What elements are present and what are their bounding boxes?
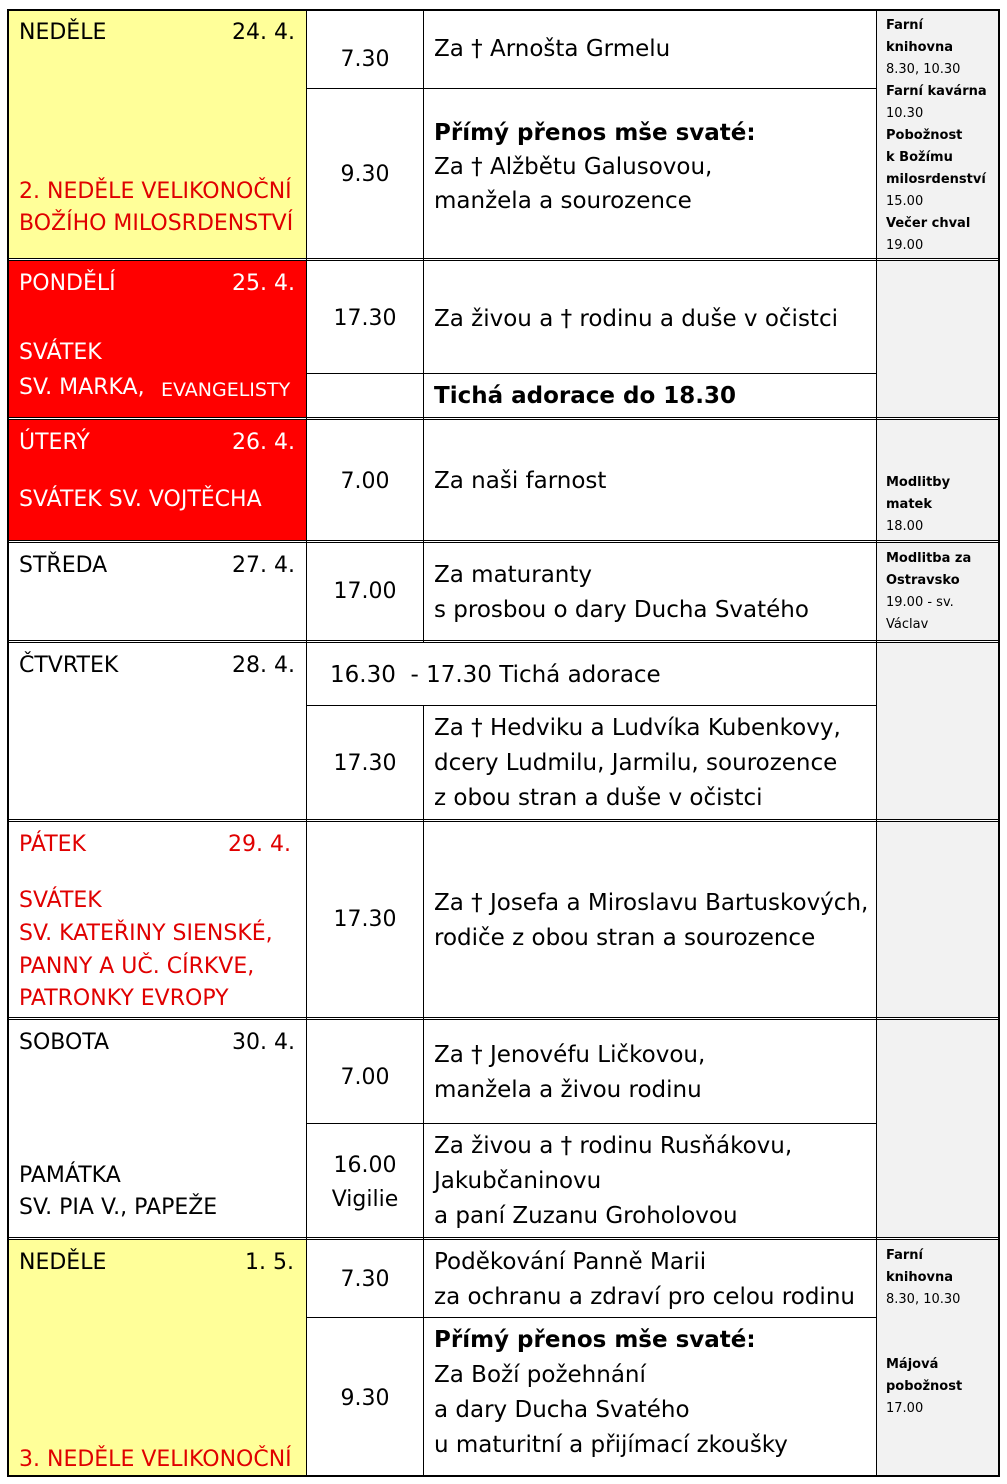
day-sep-6b: [7, 1019, 1000, 1020]
feast-line: SVÁTEK: [19, 888, 102, 913]
mass-time-note: Vigilie: [331, 1187, 399, 1212]
side-note: Modlitba za: [886, 551, 972, 566]
side-note: Pobožnost: [886, 128, 963, 143]
day-sep-7b: [7, 1239, 1000, 1240]
day-name: ČTVRTEK: [19, 653, 119, 678]
mass-intention: Za † Alžbětu Galusovou,: [434, 154, 713, 180]
side-note: 8.30, 10.30: [886, 1292, 961, 1307]
feast-line: SVÁTEK: [19, 340, 102, 365]
side-note: Ostravsko: [886, 573, 960, 588]
mass-intention: dcery Ludmilu, Jarmilu, sourozence: [434, 750, 838, 776]
day-sep-1a: [7, 258, 1000, 259]
day-sep-4a: [7, 640, 1000, 641]
side-note: Májová: [886, 1357, 939, 1372]
day-sep-2b: [7, 419, 1000, 420]
mass-intention: Za † Arnošta Grmelu: [434, 36, 671, 62]
day-sep-3b: [7, 542, 1000, 543]
day-sep-3a: [7, 540, 1000, 541]
feast-line: BOŽÍHO MILOSRDENSTVÍ: [19, 211, 294, 236]
day-sep-5a: [7, 819, 1000, 820]
feast-line: PAMÁTKA: [19, 1163, 121, 1188]
mass-time: 16.00: [333, 1153, 397, 1178]
mass-intention: za ochranu a zdraví pro celou rodinu: [434, 1284, 855, 1310]
broadcast-heading: Přímý přenos mše svaté:: [434, 1327, 756, 1353]
broadcast-heading: Přímý přenos mše svaté:: [434, 120, 756, 146]
mass-time: 17.30: [333, 306, 397, 331]
day-date: 26. 4.: [232, 430, 295, 455]
side-note: milosrdenství: [886, 172, 986, 187]
side-note: Modlitby: [886, 475, 951, 490]
mass-time: 7.00: [340, 469, 390, 494]
day-date: 25. 4.: [232, 271, 295, 296]
side-note: 8.30, 10.30: [886, 62, 961, 77]
side-note: knihovna: [886, 40, 954, 55]
mass-intention: Za † Jenovéfu Ličkovou,: [434, 1042, 706, 1068]
adoration-note: 16.30 - 17.30 Tichá adorace: [330, 662, 661, 688]
mass-time: 17.00: [333, 579, 397, 604]
border-top: [7, 9, 1000, 11]
day-name: NEDĚLE: [19, 20, 107, 45]
mass-intention: rodiče z obou stran a sourozence: [434, 925, 816, 951]
day-sep-2a: [7, 417, 1000, 418]
day-sep-5b: [7, 821, 1000, 822]
col-divider-3: [876, 9, 877, 1477]
day-name: PÁTEK: [19, 832, 86, 857]
side-note: 10.30: [886, 106, 924, 121]
feast-line: PATRONKY EVROPY: [19, 986, 229, 1011]
mass-time: 9.30: [340, 162, 390, 187]
side-note: Farní kavárna: [886, 84, 987, 99]
row-sep-sun1: [306, 88, 876, 89]
mass-intention: Za naši farnost: [434, 468, 607, 494]
side-note: 19.00 - sv.: [886, 595, 954, 610]
border-bottom: [7, 1475, 1000, 1477]
mass-intention: manžela a živou rodinu: [434, 1077, 702, 1103]
mass-time: 7.00: [340, 1065, 390, 1090]
side-note: Farní: [886, 18, 924, 33]
side-cell-bg-6: [877, 822, 998, 1017]
day-date: 29. 4.: [228, 832, 291, 857]
mass-time: 7.30: [340, 1267, 390, 1292]
side-cell-bg-5: [877, 643, 998, 819]
mass-intention: Za maturanty: [434, 562, 593, 588]
mass-intention: Za † Hedviku a Ludvíka Kubenkovy,: [434, 715, 841, 741]
feast-line: SV. MARKA,: [19, 375, 145, 400]
feast-line: PANNY A UČ. CÍRKVE,: [19, 954, 255, 979]
side-cell-bg-2: [877, 261, 998, 417]
mass-intention: Jakubčaninovu: [434, 1168, 602, 1194]
border-right: [998, 9, 1000, 1477]
day-date: 28. 4.: [232, 653, 295, 678]
mass-intention: manžela a sourozence: [434, 188, 692, 214]
border-left: [7, 9, 9, 1477]
row-sep-mon: [306, 373, 876, 374]
side-note: Václav: [886, 617, 929, 632]
day-date: 24. 4.: [232, 20, 295, 45]
side-note: knihovna: [886, 1270, 954, 1285]
side-note: k Božímu: [886, 150, 953, 165]
day-cell-bg-sun2: [9, 1240, 306, 1475]
day-name: PONDĚLÍ: [19, 271, 116, 296]
day-sep-1b: [7, 260, 1000, 261]
col-divider-2a: [423, 9, 424, 643]
day-name: NEDĚLE: [19, 1250, 107, 1275]
side-note: 15.00: [886, 194, 924, 209]
col-divider-1: [306, 9, 307, 1477]
adoration-note: Tichá adorace do 18.30: [434, 383, 737, 409]
mass-time: 7.30: [340, 47, 390, 72]
mass-intention: a dary Ducha Svatého: [434, 1397, 690, 1423]
mass-intention: a paní Zuzanu Groholovou: [434, 1203, 738, 1229]
side-cell-bg-7: [877, 1020, 998, 1237]
row-sep-sat: [306, 1123, 876, 1124]
side-note: matek: [886, 497, 932, 512]
feast-line: 2. NEDĚLE VELIKONOČNÍ: [19, 179, 292, 204]
day-name: STŘEDA: [19, 553, 108, 578]
side-note: Farní: [886, 1248, 924, 1263]
feast-line: SVÁTEK SV. VOJTĚCHA: [19, 487, 262, 512]
day-date: 30. 4.: [232, 1030, 295, 1055]
feast-line: 3. NEDĚLE VELIKONOČNÍ: [19, 1447, 292, 1472]
mass-intention: z obou stran a duše v očistci: [434, 785, 763, 811]
row-sep-sun2: [306, 1317, 876, 1318]
mass-time: 17.30: [333, 751, 397, 776]
mass-time: 9.30: [340, 1386, 390, 1411]
day-sep-4b: [7, 642, 1000, 643]
day-sep-7a: [7, 1237, 1000, 1238]
day-name: ÚTERÝ: [19, 430, 90, 455]
mass-intention: Poděkování Panně Marii: [434, 1249, 707, 1275]
mass-time: 17.30: [333, 907, 397, 932]
side-note: Večer chval: [886, 216, 971, 231]
mass-intention: Za živou a † rodinu a duše v očistci: [434, 306, 838, 332]
mass-intention: u maturitní a přijímací zkoušky: [434, 1432, 788, 1458]
side-note: 18.00: [886, 519, 924, 534]
mass-intention: Za Boží požehnání: [434, 1362, 646, 1388]
mass-intention: s prosbou o dary Ducha Svatého: [434, 597, 809, 623]
side-note: 19.00: [886, 238, 924, 253]
day-sep-6a: [7, 1017, 1000, 1018]
side-note: 17.00: [886, 1401, 924, 1416]
mass-intention: Za živou a † rodinu Rusňákovu,: [434, 1133, 793, 1159]
row-sep-thu: [306, 705, 876, 706]
feast-line: EVANGELISTY: [161, 379, 291, 401]
feast-line: SV. PIA V., PAPEŽE: [19, 1195, 218, 1220]
day-date: 27. 4.: [232, 553, 295, 578]
feast-line: SV. KATEŘINY SIENSKÉ,: [19, 921, 273, 946]
day-date: 1. 5.: [245, 1250, 294, 1275]
mass-intention: Za † Josefa a Miroslavu Bartuskových,: [434, 890, 869, 916]
side-note: pobožnost: [886, 1379, 963, 1394]
day-name: SOBOTA: [19, 1030, 110, 1055]
